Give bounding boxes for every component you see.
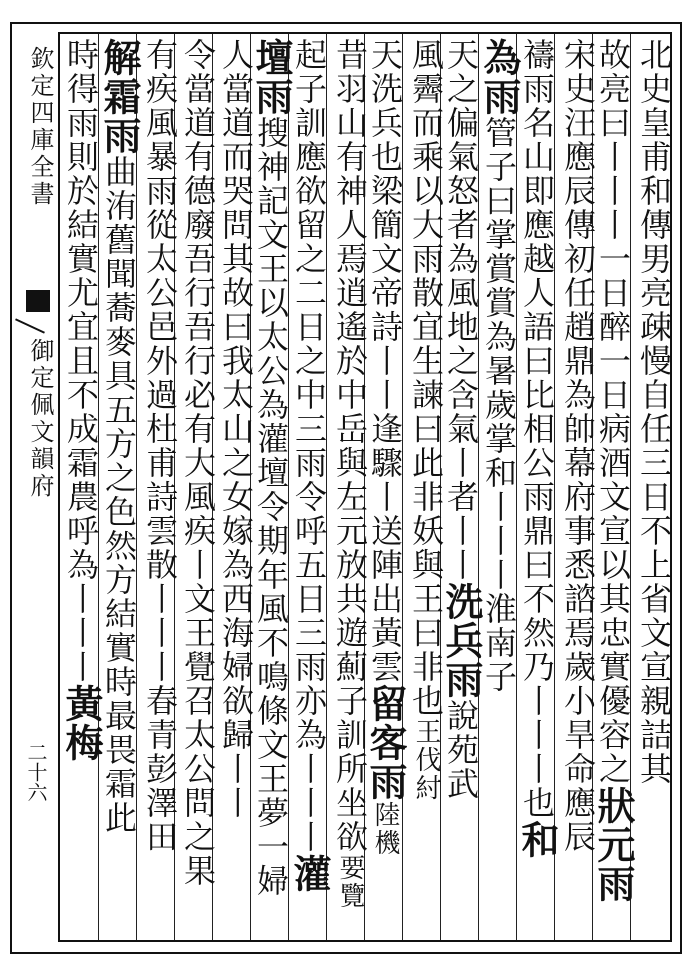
text-column [138,38,179,918]
text-column [363,38,408,918]
column-text: 天之偏氣怒者為風地之含氣丨者丨丨 [442,38,480,582]
series-title: 欽定四庫全書 [26,46,54,208]
text-column [556,38,597,918]
annotation-text: 王伐紂 [411,718,441,802]
fishtail-mark [26,290,50,312]
text-column [477,38,522,918]
entry-heading: 灌 [287,854,332,893]
column-text: 時得雨則於結實尤宜且不成霜農呼為丨丨丨 [62,38,100,684]
column-text: 搜神記文王以太公為灌壇令期年風不鳴條文王夢一婦 [252,116,290,898]
text-column [59,38,104,918]
column-text: 說苑武 [442,699,480,801]
text-column [404,38,445,918]
entry-heading: 壇雨 [249,38,294,116]
text-column [287,38,332,918]
column-text: 昔羽山有神人焉逍遙於中岳與左元放共遊薊子訓所坐欲 [331,38,369,854]
text-column [515,38,560,918]
column-text: 天洗兵也梁簡文帝詩丨丨逢驟丨送陣出黃雲 [366,38,404,684]
text-column [328,38,369,918]
entry-heading: 黃梅 [59,684,104,762]
entry-heading: 洗兵雨 [439,582,484,699]
text-column [439,38,484,918]
column-text: 起子訓應欲留之二日之中三雨令呼五日三雨亦為丨丨丨 [290,38,328,854]
text-column [591,38,636,918]
book-title: 御定佩文韻府 [26,338,54,500]
annotation-text: 陸機 [370,801,400,857]
entry-heading: 和 [515,820,560,859]
column-text: 管子曰掌賞賞為暑歲掌和丨丨丨淮南子 [480,116,518,694]
text-column [214,38,255,918]
column-text: 宋史汪應辰傳初任趙鼎為帥幕府事悉諮焉歲小旱命應辰 [559,38,597,854]
column-text: 令當道有德廢吾行吾行必有大風疾丨文王覺召太公問之果 [179,38,217,888]
column-text: 有疾風暴雨從太公邑外過杜甫詩雲散丨丨丨春青彭澤田 [141,38,179,854]
entry-heading: 狀元雨 [591,786,636,903]
column-text: 曲洧舊聞蕎麥具五方之色然方結實時最畏霜此 [100,155,138,835]
column-text: 北史皇甫和傳男亮疎慢自任三日不上省文宣親詰其 [635,38,673,786]
column-text: 風霽而乘以大雨散宜生諫曰此非妖與王曰非也 [407,38,445,718]
text-column [249,38,294,918]
entry-heading: 解霜雨 [97,38,142,155]
text-column [176,38,217,918]
text-column [97,38,142,918]
column-text: 人當道而哭問其故曰我太山之女嫁為西海婦欲歸丨丨 [217,38,255,820]
column-text: 禱雨名山即應越人語曰比相公雨鼎曰不然乃丨丨丨也 [518,38,556,820]
annotation-text: 要覽 [335,854,365,910]
page-number: 二十六 [24,742,48,802]
text-column [632,38,673,918]
column-text: 故亮曰丨丨丨一日醉一日病酒文宣以其忠實優容之 [594,38,632,786]
entry-heading: 留客雨 [363,684,408,801]
entry-heading: 為雨 [477,38,522,116]
